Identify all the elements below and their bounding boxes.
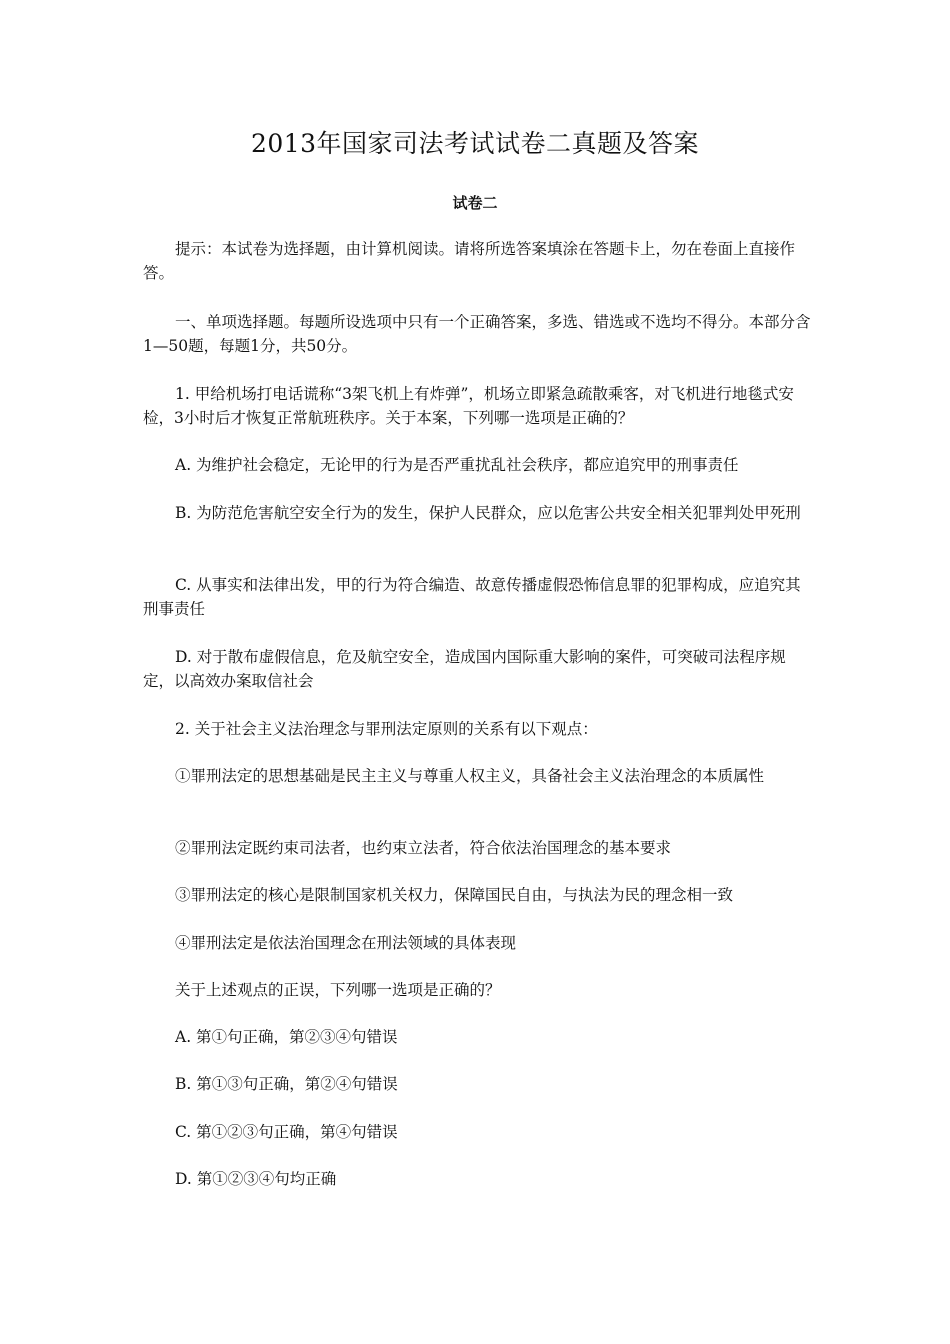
question-2-option-a: A. 第①句正确，第②③④句错误 [175,1028,398,1046]
question-2-option-d: D. 第①②③④句均正确 [175,1170,337,1188]
question-1-option-c: C. 从事实和法律出发，甲的行为符合编造、故意传播虚假恐怖信息罪的犯罪构成，应追究其刑事责任 [143,576,801,618]
question-1-stem: 1. 甲给机场打电话谎称“3架飞机上有炸弹”，机场立即紧急疏散乘客，对飞机进行地毯式安检，3小时后才恢复正常航班秩序。关于本案，下列哪一选项是正确的？ [143,385,794,427]
question-1-option-a: A. 为维护社会稳定，无论甲的行为是否严重扰乱社会秩序，都应追究甲的刑事责任 [175,456,739,474]
question-2-prompt: 关于上述观点的正误，下列哪一选项是正确的？ [175,981,501,999]
question-2-option-b: B. 第①③句正确，第②④句错误 [175,1075,398,1093]
question-2-stem: 2. 关于社会主义法治理念与罪刑法定原则的关系有以下观点： [175,720,598,738]
page-title: 2013年国家司法考试试卷二真题及答案 [250,129,700,158]
section-instructions: 一、单项选择题。每题所设选项中只有一个正确答案，多选、错选或不选均不得分。本部分含1—50题，每题1分，共50分。 [143,313,811,355]
exam-notice: 提示：本试卷为选择题，由计算机阅读。请将所选答案填涂在答题卡上，勿在卷面上直接作答。 [143,240,796,282]
question-2-statement-1: ①罪刑法定的思想基础是民主主义与尊重人权主义，具备社会主义法治理念的本质属性 [175,767,765,785]
question-2-statement-2: ②罪刑法定既约束司法者，也约束立法者，符合依法治国理念的基本要求 [175,839,672,857]
question-2-option-c: C. 第①②③句正确，第④句错误 [175,1123,398,1141]
question-1-option-d: D. 对于散布虚假信息，危及航空安全，造成国内国际重大影响的案件，可突破司法程序规定，以高效办案取信社会 [143,648,786,690]
question-2-statement-4: ④罪刑法定是依法治国理念在刑法领域的具体表现 [175,934,517,952]
section-subtitle: 试卷二 [452,194,498,212]
question-2-statement-3: ③罪刑法定的核心是限制国家机关权力，保障国民自由，与执法为民的理念相一致 [175,886,734,904]
question-1-option-b: B. 为防范危害航空安全行为的发生，保护人民群众，应以危害公共安全相关犯罪判处甲死刑 [175,504,801,522]
